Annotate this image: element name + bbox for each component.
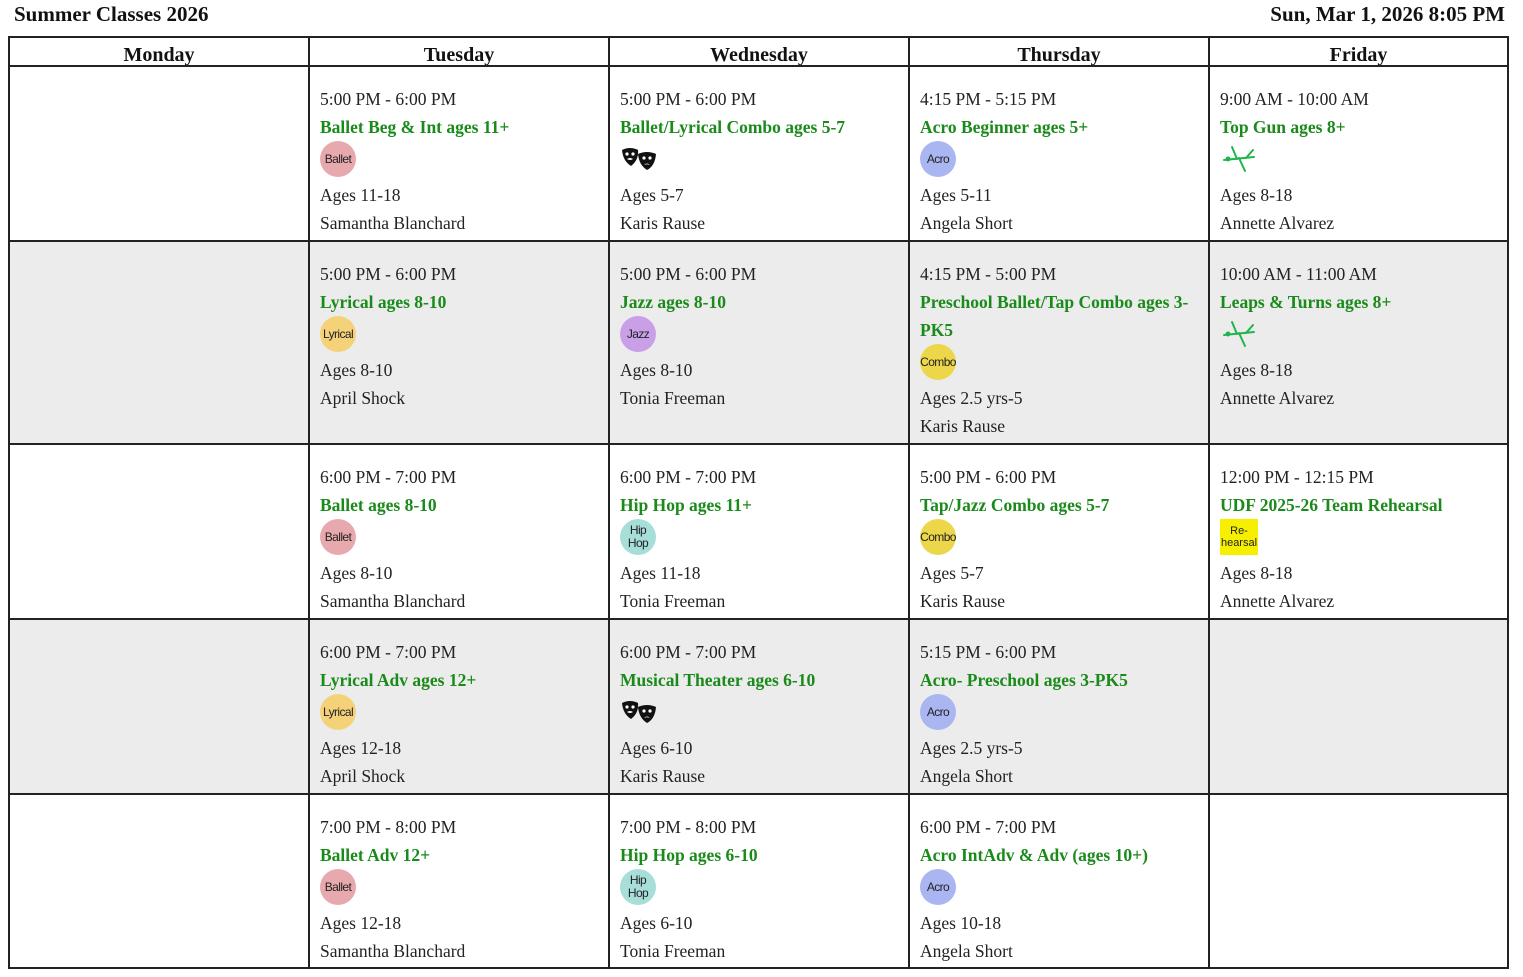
class-cell[interactable] — [910, 445, 1210, 620]
class-name[interactable]: Hip Hop ages 11+ — [620, 495, 753, 515]
class-time: 5:00 PM - 6:00 PM — [620, 264, 757, 284]
class-teacher: Karis Rause — [620, 766, 706, 786]
page-title: Summer Classes 2026 — [14, 2, 209, 26]
class-cell[interactable] — [1210, 445, 1507, 620]
class-name[interactable]: Hip Hop ages 6-10 — [620, 845, 758, 865]
gymnast-icon — [1220, 139, 1497, 179]
class-teacher: Tonia Freeman — [620, 941, 726, 961]
class-ages: Ages 6-10 — [620, 913, 693, 933]
combo-icon — [920, 517, 1198, 557]
schedule-grid — [8, 36, 1509, 969]
class-ages: Ages 8-10 — [320, 360, 393, 380]
class-ages: Ages 8-18 — [1220, 185, 1293, 205]
ballet-badge: Ballet — [320, 869, 356, 905]
class-time: 6:00 PM - 7:00 PM — [620, 642, 757, 662]
class-time: 5:00 PM - 6:00 PM — [920, 467, 1057, 487]
class-teacher: Angela Short — [920, 766, 1013, 786]
theater-icon — [620, 692, 898, 732]
class-ages: Ages 5-7 — [920, 563, 984, 583]
ballet-icon — [320, 517, 598, 557]
empty-cell — [10, 67, 310, 242]
class-ages: Ages 10-18 — [920, 913, 1002, 933]
combo-icon — [920, 342, 1198, 382]
class-ages: Ages 8-18 — [1220, 563, 1293, 583]
ballet-icon — [320, 139, 598, 179]
class-name[interactable]: Tap/Jazz Combo ages 5-7 — [920, 495, 1110, 515]
hiphop-icon — [620, 517, 898, 557]
class-name[interactable]: Jazz ages 8-10 — [620, 292, 726, 312]
class-cell[interactable] — [310, 620, 610, 795]
class-cell[interactable] — [310, 242, 610, 445]
class-time: 5:00 PM - 6:00 PM — [620, 89, 757, 109]
acro-badge: Acro — [920, 141, 956, 177]
acro-icon — [920, 692, 1198, 732]
empty-cell — [1210, 620, 1507, 795]
class-time: 12:00 PM - 12:15 PM — [1220, 467, 1374, 487]
acro-icon — [920, 867, 1198, 907]
class-ages: Ages 2.5 yrs-5 — [920, 738, 1023, 758]
class-time: 5:00 PM - 6:00 PM — [320, 264, 457, 284]
class-ages: Ages 12-18 — [320, 913, 402, 933]
class-teacher: Samantha Blanchard — [320, 213, 466, 233]
class-teacher: April Shock — [320, 388, 406, 408]
class-time: 5:15 PM - 6:00 PM — [920, 642, 1057, 662]
class-cell[interactable] — [910, 242, 1210, 445]
hiphop-badge: Hip Hop — [620, 519, 656, 555]
class-time: 10:00 AM - 11:00 AM — [1220, 264, 1377, 284]
class-time: 6:00 PM - 7:00 PM — [320, 467, 457, 487]
class-name[interactable]: Lyrical ages 8-10 — [320, 292, 447, 312]
lyrical-badge: Lyrical — [320, 316, 356, 352]
class-cell[interactable] — [610, 620, 910, 795]
empty-cell — [10, 445, 310, 620]
class-cell[interactable] — [610, 67, 910, 242]
class-name[interactable]: Acro IntAdv & Adv (ages 10+) — [920, 845, 1148, 865]
empty-cell — [10, 795, 310, 967]
class-teacher: Samantha Blanchard — [320, 941, 466, 961]
class-time: 6:00 PM - 7:00 PM — [920, 817, 1057, 837]
class-time: 9:00 AM - 10:00 AM — [1220, 89, 1369, 109]
lyrical-icon — [320, 692, 598, 732]
combo-badge: Combo — [920, 519, 956, 555]
day-header-wednesday: Wednesday — [610, 38, 910, 67]
class-cell[interactable] — [910, 795, 1210, 967]
class-name[interactable]: Ballet/Lyrical Combo ages 5-7 — [620, 117, 846, 137]
class-cell[interactable] — [310, 795, 610, 967]
class-time: 6:00 PM - 7:00 PM — [620, 467, 757, 487]
class-name[interactable]: Ballet ages 8-10 — [320, 495, 437, 515]
lyrical-badge: Lyrical — [320, 694, 356, 730]
class-ages: Ages 12-18 — [320, 738, 402, 758]
day-header-thursday: Thursday — [910, 38, 1210, 67]
class-ages: Ages 2.5 yrs-5 — [920, 388, 1023, 408]
empty-cell — [10, 620, 310, 795]
class-cell[interactable] — [310, 445, 610, 620]
class-name[interactable]: Musical Theater ages 6-10 — [620, 670, 816, 690]
class-teacher: April Shock — [320, 766, 406, 786]
day-header-friday: Friday — [1210, 38, 1507, 67]
class-time: 6:00 PM - 7:00 PM — [320, 642, 457, 662]
class-cell[interactable] — [610, 795, 910, 967]
class-cell[interactable] — [910, 620, 1210, 795]
hiphop-badge: Hip Hop — [620, 869, 656, 905]
class-time: 7:00 PM - 8:00 PM — [320, 817, 457, 837]
class-time: 5:00 PM - 6:00 PM — [320, 89, 457, 109]
rehearsal-icon — [1220, 517, 1497, 557]
class-teacher: Annette Alvarez — [1220, 388, 1335, 408]
class-cell[interactable] — [310, 67, 610, 242]
class-name[interactable]: Ballet Beg & Int ages 11+ — [320, 117, 510, 137]
combo-badge: Combo — [920, 344, 956, 380]
class-teacher: Annette Alvarez — [1220, 591, 1335, 611]
jazz-icon — [620, 314, 898, 354]
day-header-monday: Monday — [10, 38, 310, 67]
class-ages: Ages 8-10 — [320, 563, 393, 583]
class-teacher: Angela Short — [920, 213, 1013, 233]
class-ages: Ages 5-7 — [620, 185, 684, 205]
ballet-icon — [320, 867, 598, 907]
ballet-badge: Ballet — [320, 519, 356, 555]
class-ages: Ages 8-10 — [620, 360, 693, 380]
class-name[interactable]: Top Gun ages 8+ — [1220, 117, 1346, 137]
class-cell[interactable] — [610, 242, 910, 445]
acro-badge: Acro — [920, 869, 956, 905]
acro-badge: Acro — [920, 694, 956, 730]
class-teacher: Karis Rause — [920, 591, 1006, 611]
class-time: 4:15 PM - 5:00 PM — [920, 264, 1057, 284]
rehearsal-badge: Re- hearsal — [1220, 519, 1258, 555]
class-ages: Ages 5-11 — [920, 185, 992, 205]
class-teacher: Tonia Freeman — [620, 388, 726, 408]
class-teacher: Karis Rause — [620, 213, 706, 233]
class-time: 4:15 PM - 5:15 PM — [920, 89, 1057, 109]
ballet-badge: Ballet — [320, 141, 356, 177]
hiphop-icon — [620, 867, 898, 907]
print-timestamp: Sun, Mar 1, 2026 8:05 PM — [1270, 2, 1505, 26]
lyrical-icon — [320, 314, 598, 354]
class-teacher: Tonia Freeman — [620, 591, 726, 611]
day-header-tuesday: Tuesday — [310, 38, 610, 67]
class-name[interactable]: Preschool Ballet/Tap Combo ages 3-PK5 — [920, 292, 1189, 340]
class-teacher: Samantha Blanchard — [320, 591, 466, 611]
class-teacher: Annette Alvarez — [1220, 213, 1335, 233]
class-name[interactable]: UDF 2025-26 Team Rehearsal — [1220, 495, 1443, 515]
class-cell[interactable] — [610, 445, 910, 620]
jazz-badge: Jazz — [620, 316, 656, 352]
class-cell[interactable] — [1210, 67, 1507, 242]
class-ages: Ages 6-10 — [620, 738, 693, 758]
class-ages: Ages 11-18 — [320, 185, 401, 205]
class-time: 7:00 PM - 8:00 PM — [620, 817, 757, 837]
class-ages: Ages 8-18 — [1220, 360, 1293, 380]
empty-cell — [10, 242, 310, 445]
class-teacher: Karis Rause — [920, 416, 1006, 436]
empty-cell — [1210, 795, 1507, 967]
class-ages: Ages 11-18 — [620, 563, 701, 583]
class-name[interactable]: Ballet Adv 12+ — [320, 845, 431, 865]
class-teacher: Angela Short — [920, 941, 1013, 961]
theater-icon — [620, 139, 898, 179]
gymnast-icon — [1220, 314, 1497, 354]
class-name[interactable]: Leaps & Turns ages 8+ — [1220, 292, 1392, 312]
class-name[interactable]: Acro- Preschool ages 3-PK5 — [920, 670, 1128, 690]
acro-icon — [920, 139, 1198, 179]
class-name[interactable]: Lyrical Adv ages 12+ — [320, 670, 477, 690]
class-name[interactable]: Acro Beginner ages 5+ — [920, 117, 1089, 137]
class-cell[interactable] — [910, 67, 1210, 242]
class-cell[interactable] — [1210, 242, 1507, 445]
